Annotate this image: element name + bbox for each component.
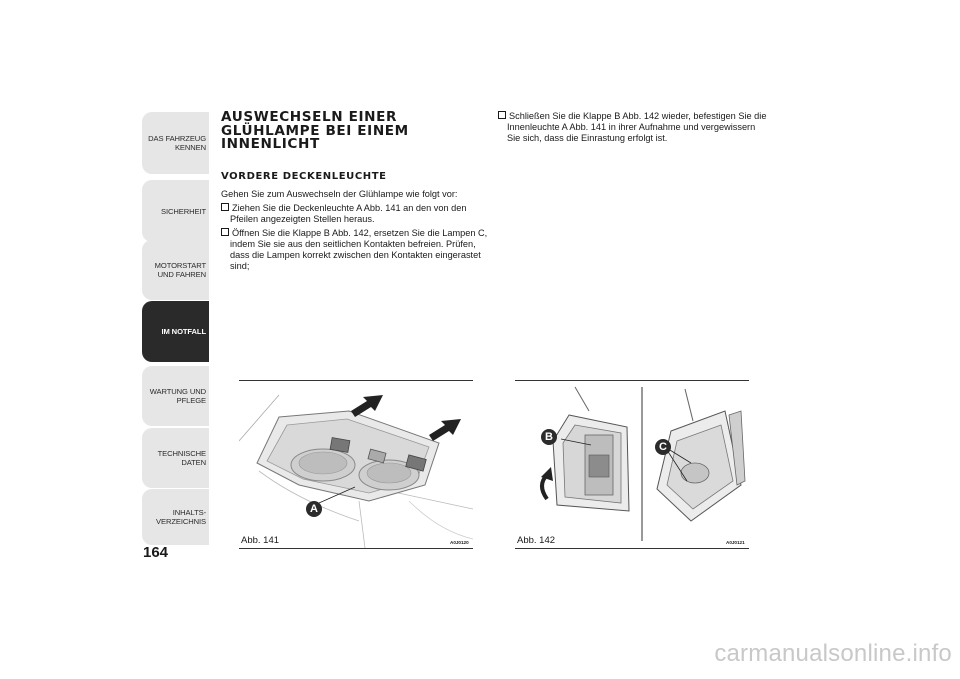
sidebar-tab-wartung-und-pflege[interactable] <box>142 366 209 426</box>
callout-b: B <box>541 429 557 445</box>
sidebar-tab-das-fahrzeug-kennen[interactable] <box>142 112 209 174</box>
figure-141 <box>239 380 473 549</box>
watermark: carmanualsonline.info <box>714 640 952 667</box>
callout-a: A <box>306 501 322 517</box>
step-text: Öffnen Sie die Klappe B Abb. 142, ersetzen Sie die Lampen C, indem Sie sie aus den seitlichen Kontakten befreien. Prüfen, dass die Lampen korrekt zwischen den Kontakten eingerastet sind; <box>230 228 488 271</box>
sidebar-tab-label: INHALTS-VERZEICHNIS <box>156 508 206 526</box>
sidebar-tab-inhaltsverzeichnis[interactable] <box>142 489 209 545</box>
checkbox-bullet-icon <box>498 111 506 119</box>
figure-caption: Abb. 141 <box>241 535 280 546</box>
sidebar-tab-technische-daten[interactable] <box>142 428 209 488</box>
lamp-housing-illustration <box>515 381 749 548</box>
ceiling-light-illustration <box>239 381 473 548</box>
callout-c: C <box>655 439 671 455</box>
section-heading: AUSWECHSELN EINER GLÜHLAMPE BEI EINEM INNENLICHT <box>221 109 409 152</box>
checkbox-bullet-icon <box>221 203 229 211</box>
sidebar-tab-motorstart-und-fahren[interactable] <box>142 240 209 300</box>
sidebar-tab-label: WARTUNG UND PFLEGE <box>149 387 206 405</box>
step-item <box>498 111 768 144</box>
step-text: Ziehen Sie die Deckenleuchte A Abb. 141 an den von den Pfeilen angezeigten Stellen heraus. <box>230 203 467 224</box>
figure-caption: Abb. 142 <box>517 535 556 546</box>
step-text: Schließen Sie die Klappe B Abb. 142 wieder, befestigen Sie die Innenleuchte A Abb. 141 in ihrer Aufnahme und vergewissern Sie sich, dass die Einrastung erfolgt ist. <box>507 111 767 143</box>
sidebar-tab-im-notfall[interactable] <box>142 301 209 362</box>
sidebar-tab-sicherheit[interactable] <box>142 180 209 242</box>
intro-text: Gehen Sie zum Auswechseln der Glühlampe wie folgt vor: <box>221 189 458 199</box>
sidebar-tab-label: DAS FAHRZEUG KENNEN <box>148 134 206 152</box>
figure-code: A0J0121 <box>726 540 745 545</box>
figure-code: A0J0120 <box>450 540 469 545</box>
step-item <box>221 203 493 225</box>
sidebar-tab-label: IM NOTFALL <box>161 327 206 336</box>
figure-142 <box>515 380 749 549</box>
subsection-heading: VORDERE DECKENLEUCHTE <box>221 171 387 182</box>
checkbox-bullet-icon <box>221 228 229 236</box>
sidebar-tab-label: SICHERHEIT <box>161 206 206 216</box>
page-number: 164 <box>143 544 169 561</box>
sidebar-tab-label: MOTORSTART UND FAHREN <box>154 261 206 279</box>
step-item <box>221 228 493 272</box>
sidebar-tab-label: TECHNISCHE DATEN <box>157 449 206 467</box>
